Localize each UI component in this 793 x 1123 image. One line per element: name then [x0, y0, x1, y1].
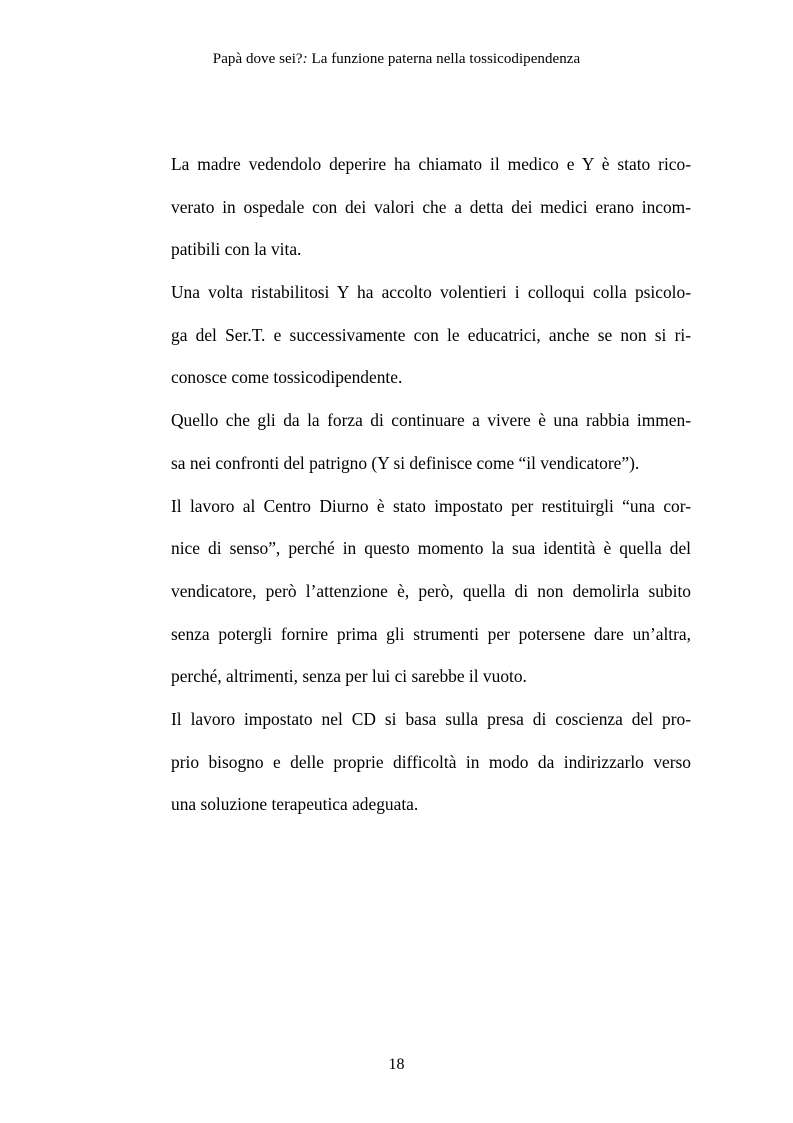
text-line: La madre vedendolo deperire ha chiamato il medico e Y è stato rico-: [171, 154, 691, 174]
text-line: Il lavoro al Centro Diurno è stato impostato per restituirgli “una cor-: [171, 495, 691, 516]
header-title-subtitle: La funzione paterna nella tossicodipendenza: [307, 51, 581, 67]
text-line: Il lavoro impostato nel CD si basa sulla presa di coscienza del pro-: [171, 708, 691, 729]
text-line: ga del Ser.T. e successivamente con le educatrici, anche se non si ri-: [171, 324, 691, 345]
text-line: perché, altrimenti, senza per lui ci sarebbe il vuoto.: [171, 666, 527, 687]
text-line: nice di senso”, perché in questo momento la sua identità è quella del: [171, 538, 691, 559]
text-line: verato in ospedale con dei valori che a detta dei medici erano incom-: [171, 196, 691, 217]
text-line: una soluzione terapeutica adeguata.: [171, 794, 419, 815]
text-line: Una volta ristabilitosi Y ha accolto volentieri i colloqui colla psicolo-: [171, 282, 691, 303]
text-line: sa nei confronti del patrigno (Y si definisce come “il vendicatore”).: [171, 452, 640, 473]
text-line: prio bisogno e delle proprie difficoltà in modo da indirizzarlo verso: [171, 751, 691, 772]
header-title-main: Papà dove sei?: [212, 51, 303, 67]
text-line: conosce come tossicodipendente.: [171, 367, 403, 388]
text-line: patibili con la vita.: [171, 239, 302, 260]
text-line: Quello che gli da la forza di continuare a vivere è una rabbia immen-: [171, 410, 691, 431]
running-header: [0, 49, 793, 69]
header-title-colon: :: [302, 51, 308, 67]
text-line: senza potergli fornire prima gli strumenti per potersene dare un’altra,: [171, 623, 691, 644]
page-number: 18: [388, 1056, 405, 1073]
body-text: [171, 149, 691, 832]
text-line: vendicatore, però l’attenzione è, però, quella di non demolirla subito: [171, 580, 691, 601]
